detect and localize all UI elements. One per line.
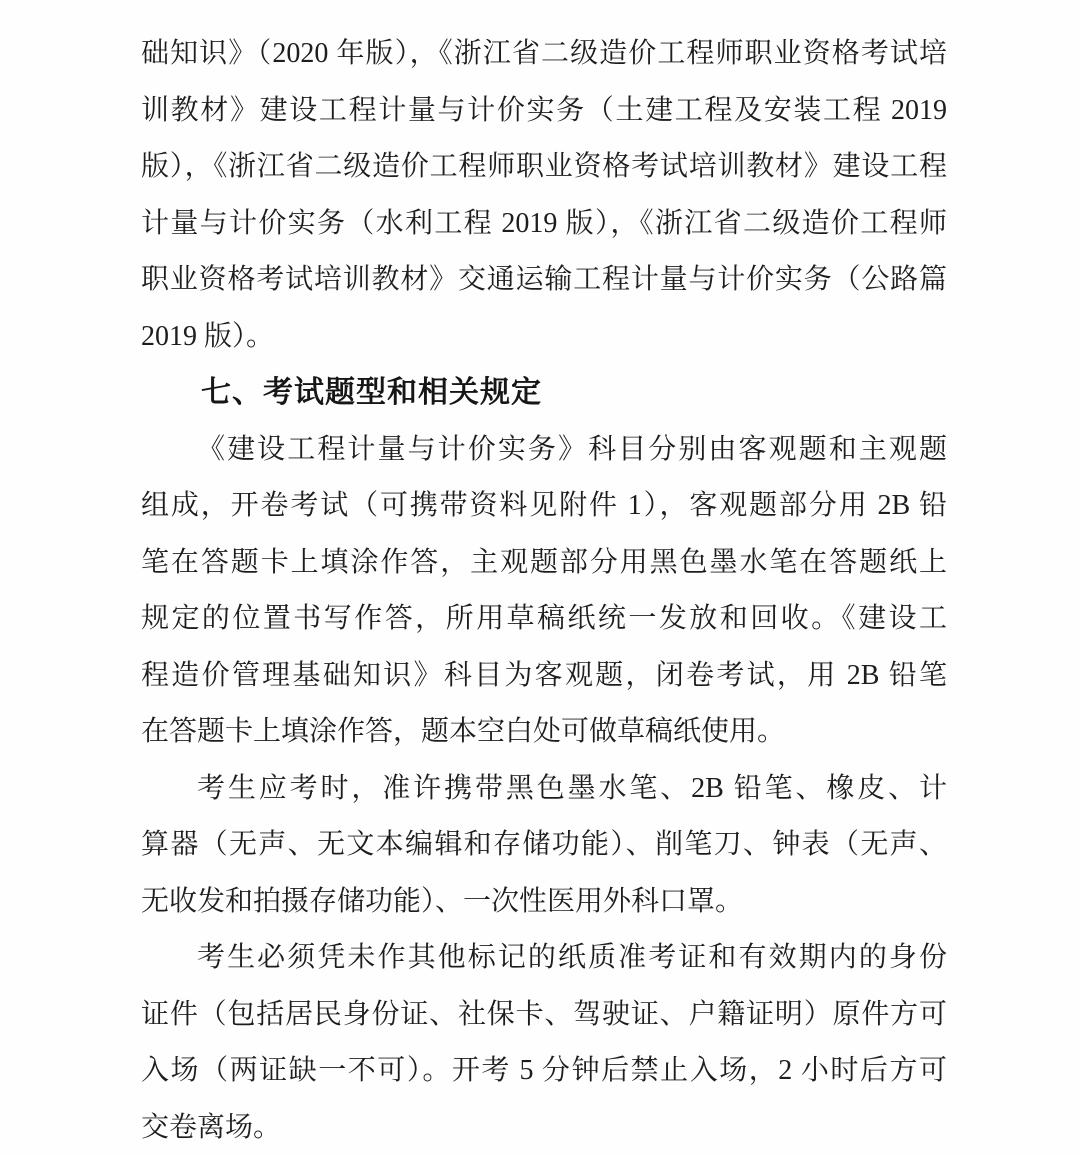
document-line: 入场（两证缺一不可）。开考 5 分钟后禁止入场，2 小时后方可 [141,1055,947,1086]
document-line: 考生应考时，准许携带黑色墨水笔、2B 铅笔、橡皮、计 [197,772,947,804]
document-line: 础知识》（2020 年版），《浙江省二级造价工程师职业资格考试培 [141,38,947,69]
document-line: 在答题卡上填涂作答，题本空白处可做草稿纸使用。 [141,716,786,747]
document-line: 2019 版）。 [141,320,275,352]
document-line: 规定的位置书写作答，所用草稿纸统一发放和回收。《建设工 [141,603,947,634]
document-line: 无收发和拍摄存储功能）、一次性医用外科口罩。 [141,885,744,917]
document-line: 版），《浙江省二级造价工程师职业资格考试培训教材》建设工程 [141,151,947,182]
section-heading: 七、考试题型和相关规定 [201,376,542,409]
document-line: 考生必须凭未作其他标记的纸质准考证和有效期内的身份 [197,942,947,973]
document-line: 程造价管理基础知识》科目为客观题，闭卷考试，用 2B 铅笔 [141,659,947,691]
document-line: 训教材》建设工程计量与计价实务（土建工程及安装工程 2019 [141,94,947,126]
document-line: 《建设工程计量与计价实务》科目分别由客观题和主观题 [197,433,947,465]
document-line: 算器（无声、无文本编辑和存储功能）、削笔刀、钟表（无声、 [141,829,947,860]
document-line: 职业资格考试培训教材》交通运输工程计量与计价实务（公路篇 [141,264,947,295]
document-line: 笔在答题卡上填涂作答，主观题部分用黑色墨水笔在答题纸上 [141,546,947,578]
document-line: 证件（包括居民身份证、社保卡、驾驶证、户籍证明）原件方可 [141,998,947,1030]
document-text-block [141,26,947,1156]
document-line: 交卷离场。 [141,1111,282,1143]
document-line: 组成，开卷考试（可携带资料见附件 1），客观题部分用 2B 铅 [141,490,947,521]
document-line: 计量与计价实务（水利工程 2019 版），《浙江省二级造价工程师 [141,207,947,239]
